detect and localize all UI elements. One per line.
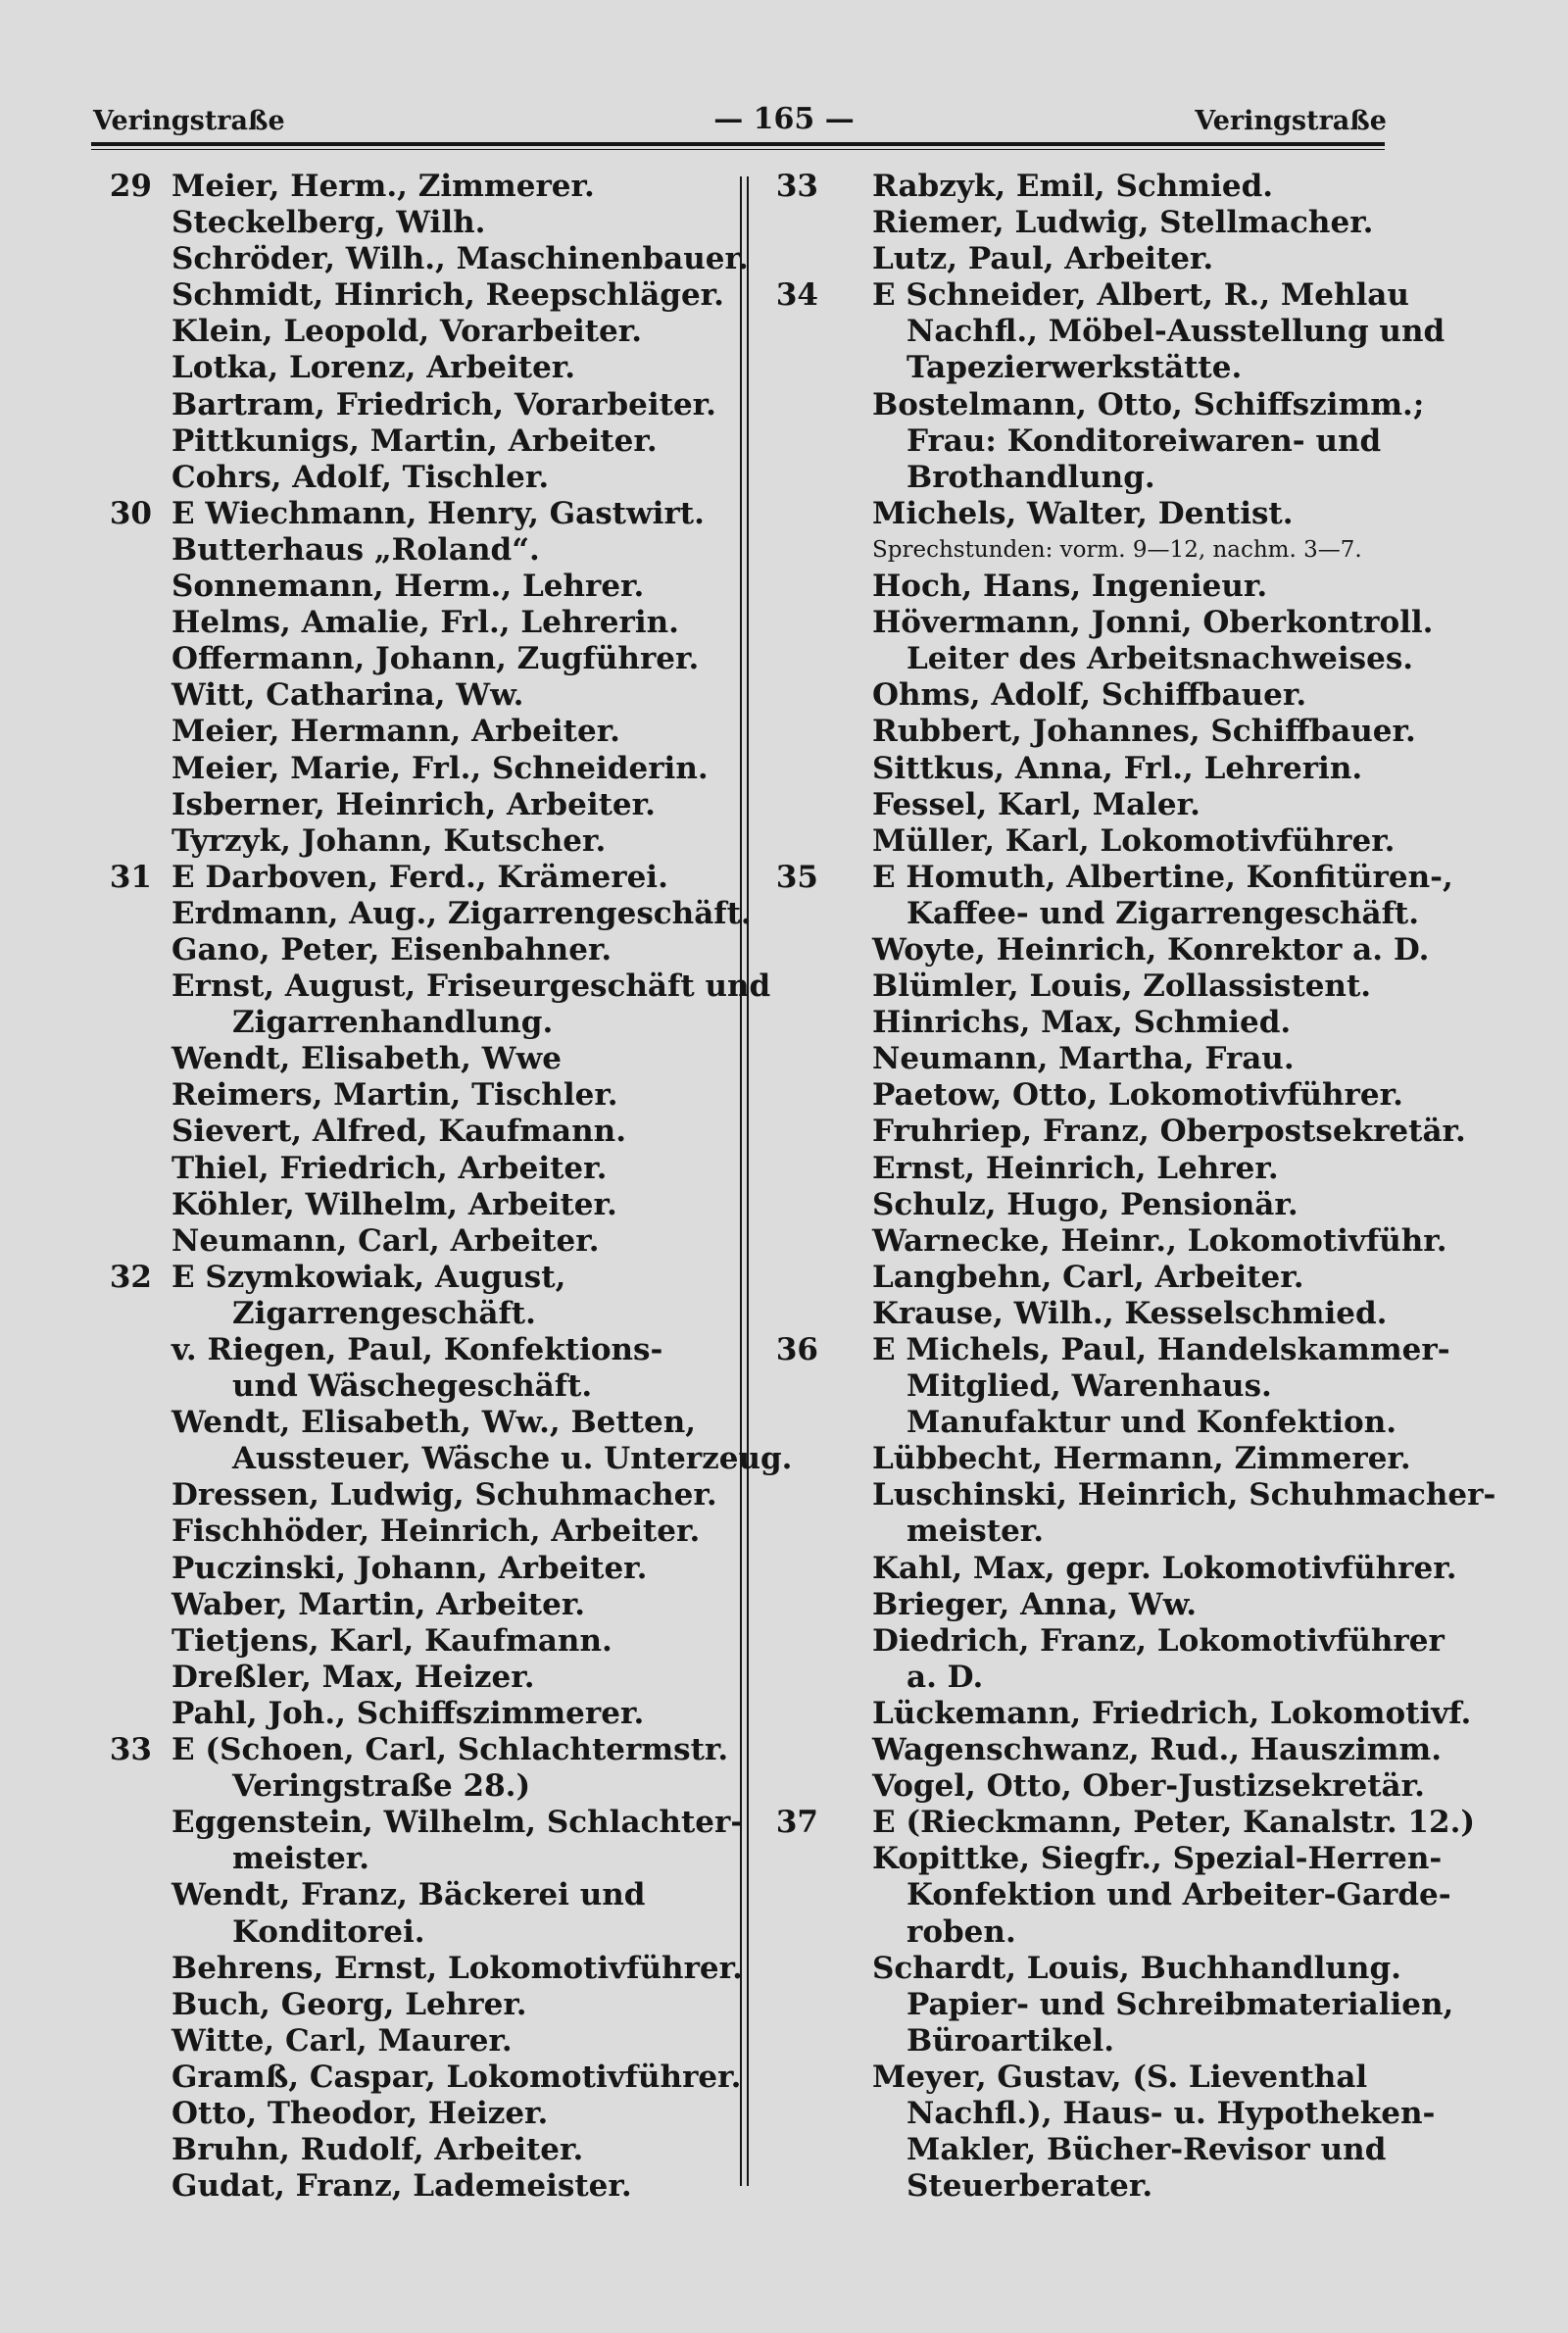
entry-text: Frau: Konditoreiwaren- und: [906, 422, 1382, 459]
directory-entry: [760, 859, 1453, 896]
entry-text: Hinrichs, Max, Schmied.: [872, 1005, 1292, 1041]
directory-entry: [93, 460, 730, 496]
directory-entry: [93, 677, 730, 714]
entry-text: Müller, Karl, Lokomotivführer.: [872, 822, 1396, 859]
entry-text: Gramß, Caspar, Lokomotivführer.: [172, 2059, 742, 2095]
entry-text: Witt, Catharina, Ww.: [172, 677, 524, 714]
entry-text: Papier- und Schreibmaterialien,: [906, 1986, 1454, 2022]
entry-text: Zigarrenhandlung.: [232, 1005, 554, 1041]
entry-text: Michels, Walter, Dentist.: [872, 495, 1294, 531]
entry-text: E (Rieckmann, Peter, Kanalstr. 12.): [872, 1805, 1476, 1841]
directory-entry: [93, 1223, 730, 1260]
directory-entry: [760, 1405, 1416, 1441]
entry-text: Thiel, Friedrich, Arbeiter.: [172, 1150, 608, 1186]
entry-text: Waber, Martin, Arbeiter.: [172, 1586, 586, 1622]
directory-entry: [93, 1877, 730, 1913]
entry-text: Klein, Leopold, Vorarbeiter.: [172, 314, 643, 350]
directory-entry: [760, 1695, 1472, 1732]
entry-text: E Schneider, Albert, R., Mehlau: [872, 277, 1409, 314]
entry-text: Brieger, Anna, Ww.: [872, 1586, 1198, 1622]
entry-text: meister.: [906, 1514, 1045, 1550]
directory-entry: [93, 787, 730, 823]
directory-entry: [93, 496, 730, 532]
entry-text: Dressen, Ludwig, Schuhmacher.: [172, 1477, 717, 1514]
entry-text: meister.: [232, 1841, 370, 1877]
entry-text: Offermann, Johann, Zugführer.: [172, 641, 700, 677]
entry-text: a. D.: [906, 1659, 984, 1695]
entry-text: Krause, Wilh., Kesselschmied.: [872, 1295, 1388, 1331]
entry-text: E (Schoen, Carl, Schlachtermstr.: [172, 1732, 729, 1768]
directory-entry: [93, 2132, 730, 2168]
entry-text: Ernst, Heinrich, Lehrer.: [872, 1150, 1279, 1186]
entry-text: Riemer, Ludwig, Stellmacher.: [872, 205, 1374, 241]
entry-text: Ohms, Adolf, Schiffbauer.: [872, 677, 1307, 714]
entry-text: Buch, Georg, Lehrer.: [172, 1986, 527, 2022]
house-number: 30: [109, 495, 152, 531]
entry-text: Erdmann, Aug., Zigarrengeschäft.: [172, 895, 752, 931]
entry-text: Fruhriep, Franz, Oberpostsekretär.: [872, 1114, 1466, 1150]
entry-text: Fischhöder, Heinrich, Arbeiter.: [172, 1514, 701, 1550]
entry-text: Tapezierwerkstätte.: [906, 350, 1243, 386]
directory-entry: [93, 1768, 730, 1805]
entry-text: Nachfl., Möbel-Ausstellung und: [906, 314, 1446, 350]
directory-entry: [760, 569, 1416, 605]
entry-text: Kahl, Max, gepr. Lokomotivführer.: [872, 1550, 1457, 1586]
directory-entry: [760, 460, 1416, 496]
directory-entry: [760, 1951, 1416, 1987]
directory-entry: [93, 932, 730, 968]
entry-text: Warnecke, Heinr., Lokomotivführ.: [872, 1222, 1447, 1259]
entry-text: Blümler, Louis, Zollassistent.: [872, 968, 1372, 1005]
directory-entry: [760, 787, 1416, 823]
house-number: 36: [775, 1332, 818, 1367]
directory-entry: [760, 931, 1430, 968]
directory-entry: [760, 532, 1416, 569]
directory-entry: [760, 605, 1434, 641]
directory-entry: [93, 1914, 730, 1951]
entry-text: und Wäschegeschäft.: [232, 1368, 593, 1405]
directory-entry: [93, 569, 730, 605]
entry-text: Brothandlung.: [906, 459, 1155, 495]
directory-entry: [93, 641, 730, 677]
entry-text: Konfektion und Arbeiter-Garde-: [906, 1877, 1451, 1913]
entry-text: Sievert, Alfred, Kaufmann.: [172, 1114, 627, 1150]
entry-text: Diedrich, Franz, Lokomotivführer: [872, 1622, 1445, 1659]
entry-text: Leiter des Arbeitsnachweises.: [906, 641, 1414, 677]
entry-text: Makler, Bücher-Revisor und: [906, 2132, 1387, 2168]
directory-entry: [93, 1805, 744, 1841]
entry-text: Bartram, Friedrich, Vorarbeiter.: [172, 386, 716, 422]
directory-entry: [760, 496, 1416, 532]
directory-entry: [93, 1950, 743, 1987]
entry-text: Tietjens, Karl, Kaufmann.: [172, 1622, 612, 1659]
entry-text: Gano, Peter, Eisenbahner.: [172, 931, 612, 968]
entry-text: Helms, Amalie, Frl., Lehrerin.: [172, 605, 679, 641]
directory-entry: [760, 1986, 1454, 2023]
directory-entry: [93, 2059, 742, 2096]
directory-entry: [93, 1551, 730, 1587]
directory-entry: [93, 1841, 730, 1877]
directory-entry: [760, 1296, 1416, 1332]
entry-text: Hövermann, Jonni, Oberkontroll.: [872, 605, 1434, 641]
right-column: [760, 169, 1496, 2205]
entry-text: Kopittke, Siegfr., Spezial-Herren-: [872, 1841, 1443, 1877]
entry-text: Wendt, Franz, Bäckerei und: [172, 1877, 646, 1913]
directory-entry: [760, 1660, 1416, 1696]
directory-entry: [93, 823, 730, 860]
entry-text: Reimers, Martin, Tischler.: [172, 1077, 618, 1114]
directory-entry: [93, 277, 730, 314]
directory-entry: [93, 714, 730, 750]
entry-text: Steuerberater.: [906, 2168, 1153, 2205]
running-head-left: Veringstraße: [93, 106, 285, 136]
entry-text: E Homuth, Albertine, Konfitüren-,: [872, 859, 1453, 895]
directory-entry: [760, 169, 1416, 205]
entry-text: Rubbert, Johannes, Schiffbauer.: [872, 714, 1416, 750]
entry-text: Bostelmann, Otto, Schiffszimm.;: [872, 386, 1425, 422]
entry-text: roben.: [906, 1913, 1016, 1950]
directory-entry: [760, 2023, 1416, 2060]
entry-text: Kaffee- und Zigarrengeschäft.: [906, 895, 1420, 931]
directory-entry: [760, 1114, 1466, 1150]
entry-text: E Darboven, Ferd., Krämerei.: [172, 859, 668, 895]
directory-entry: [93, 1660, 730, 1696]
house-number: 33: [775, 169, 818, 204]
directory-entry: [760, 677, 1416, 714]
entry-text: Vogel, Otto, Ober-Justizsekretär.: [872, 1768, 1425, 1805]
entry-text: Sprechstunden: vorm. 9—12, nachm. 3—7.: [872, 536, 1362, 563]
entry-text: Büroartikel.: [906, 2022, 1115, 2059]
directory-entry: [760, 1587, 1416, 1623]
entry-text: E Wiechmann, Henry, Gastwirt.: [172, 495, 705, 531]
entry-text: Neumann, Carl, Arbeiter.: [172, 1222, 600, 1259]
directory-entry: [93, 1187, 730, 1223]
directory-entry: [93, 1623, 730, 1660]
entry-text: Meier, Hermann, Arbeiter.: [172, 714, 620, 750]
entry-text: Schröder, Wilh., Maschinenbauer.: [172, 241, 749, 277]
directory-entry: [93, 1260, 730, 1296]
left-column: [93, 169, 793, 2205]
entry-text: Butterhaus „Roland“.: [172, 531, 540, 568]
entry-text: E Michels, Paul, Handelskammer-: [872, 1332, 1450, 1367]
directory-entry: [760, 1368, 1416, 1405]
column-divider: [747, 176, 749, 2186]
entry-text: Rabzyk, Emil, Schmied.: [872, 169, 1274, 204]
entry-text: Lutz, Paul, Arbeiter.: [872, 241, 1214, 277]
entry-text: v. Riegen, Paul, Konfektions-: [172, 1332, 663, 1367]
entry-text: Schulz, Hugo, Pensionär.: [872, 1186, 1298, 1222]
entry-text: Langbehn, Carl, Arbeiter.: [872, 1259, 1304, 1295]
header-rule: [91, 142, 1385, 146]
entry-text: Lotka, Lorenz, Arbeiter.: [172, 350, 576, 386]
directory-entry: [93, 387, 730, 423]
entry-text: Nachfl.), Haus- u. Hypotheken-: [906, 2095, 1436, 2131]
entry-text: Paetow, Otto, Lokomotivführer.: [872, 1077, 1403, 1114]
directory-entry: [93, 350, 730, 386]
directory-entry: [760, 714, 1416, 750]
directory-entry: [93, 241, 749, 277]
entry-text: Konditorei.: [232, 1913, 425, 1950]
directory-entry: [93, 1477, 730, 1514]
directory-entry: [760, 241, 1416, 277]
directory-entry: [93, 2023, 730, 2060]
directory-entry: [93, 1732, 730, 1768]
entry-text: Zigarrengeschäft.: [232, 1295, 536, 1331]
directory-entry: [760, 2132, 1416, 2168]
directory-entry: [760, 1260, 1416, 1296]
entry-text: Wagenschwanz, Rud., Hauszimm.: [872, 1732, 1443, 1768]
directory-entry: [760, 1877, 1451, 1913]
directory-entry: [93, 605, 730, 641]
directory-entry: [760, 1841, 1443, 1877]
directory-entry: [93, 1332, 730, 1368]
directory-entry: [760, 386, 1425, 423]
entry-text: Cohrs, Adolf, Tischler.: [172, 459, 550, 495]
directory-entry: [760, 314, 1446, 350]
directory-entry: [93, 1405, 730, 1441]
entry-text: Neumann, Martha, Frau.: [872, 1041, 1295, 1077]
entry-text: E Szymkowiak, August,: [172, 1259, 566, 1295]
entry-text: Manufaktur und Konfektion.: [906, 1405, 1397, 1441]
directory-entry: [760, 1332, 1450, 1368]
directory-entry: [760, 1622, 1445, 1660]
directory-entry: [760, 1550, 1457, 1587]
directory-entry: [760, 1732, 1443, 1768]
entry-text: Bruhn, Rudolf, Arbeiter.: [172, 2132, 584, 2168]
house-number: 37: [775, 1805, 818, 1841]
directory-entry: [760, 1222, 1447, 1260]
directory-entry: [760, 1768, 1425, 1805]
entry-text: Mitglied, Warenhaus.: [906, 1368, 1272, 1405]
directory-entry: [93, 1368, 730, 1405]
directory-entry: [760, 350, 1416, 386]
entry-text: Isberner, Heinrich, Arbeiter.: [172, 786, 656, 822]
entry-text: Puczinski, Johann, Arbeiter.: [172, 1550, 648, 1586]
directory-entry: [93, 751, 730, 787]
directory-entry: [760, 641, 1416, 677]
directory-entry: [760, 205, 1416, 241]
directory-entry: [93, 895, 752, 932]
entry-text: Behrens, Ernst, Lokomotivführer.: [172, 1950, 743, 1986]
entry-text: Schardt, Louis, Buchhandlung.: [872, 1950, 1401, 1986]
directory-entry: [93, 1114, 730, 1150]
directory-entry: [93, 1587, 730, 1623]
entry-text: Woyte, Heinrich, Konrektor a. D.: [872, 931, 1430, 968]
entry-text: Veringstraße 28.): [232, 1768, 531, 1805]
entry-text: Ernst, August, Friseurgeschäft und: [172, 968, 771, 1005]
directory-entry: [760, 895, 1420, 932]
directory-entry: [760, 2095, 1436, 2132]
directory-entry: [93, 2168, 730, 2205]
directory-entry: [93, 1296, 730, 1332]
entry-text: Gudat, Franz, Lademeister.: [172, 2168, 632, 2205]
directory-entry: [760, 1477, 1496, 1514]
directory-entry: [760, 423, 1416, 460]
entry-text: Sittkus, Anna, Frl., Lehrerin.: [872, 750, 1363, 786]
house-number: 33: [109, 1732, 152, 1768]
directory-entry: [760, 823, 1416, 860]
directory-entry: [93, 423, 730, 460]
directory-entry: [760, 1441, 1416, 1477]
entry-text: Meier, Herm., Zimmerer.: [172, 169, 595, 204]
directory-entry: [760, 1914, 1416, 1951]
directory-entry: [760, 2060, 1416, 2096]
header-rule-thin: [91, 149, 1385, 150]
directory-entry: [93, 314, 730, 350]
entry-text: Otto, Theodor, Heizer.: [172, 2095, 549, 2131]
house-number: 31: [109, 859, 152, 895]
directory-entry: [93, 2096, 730, 2132]
directory-entry: [760, 1805, 1476, 1841]
directory-entry: [93, 1041, 730, 1077]
entry-text: Tyrzyk, Johann, Kutscher.: [172, 822, 607, 859]
entry-text: Wendt, Elisabeth, Ww., Betten,: [172, 1405, 697, 1441]
directory-entry: [760, 1187, 1416, 1223]
house-number: 32: [109, 1259, 152, 1295]
entry-text: Dreßler, Max, Heizer.: [172, 1659, 535, 1695]
entry-text: Hoch, Hans, Ingenieur.: [872, 569, 1268, 605]
directory-entry: [760, 1514, 1416, 1550]
directory-entry: [93, 169, 730, 205]
directory-entry: [93, 205, 730, 241]
directory-entry: [93, 1987, 730, 2023]
entry-text: Lückemann, Friedrich, Lokomotivf.: [872, 1695, 1472, 1731]
directory-entry: [93, 1077, 730, 1114]
house-number: 34: [775, 277, 818, 314]
entry-text: Aussteuer, Wäsche u. Unterzeug.: [232, 1441, 793, 1477]
directory-entry: [93, 968, 771, 1005]
entry-text: Köhler, Wilhelm, Arbeiter.: [172, 1186, 617, 1222]
directory-entry: [93, 1005, 730, 1041]
directory-entry: [760, 968, 1416, 1005]
running-head-right: Veringstraße: [1195, 106, 1387, 136]
entry-text: Pittkunigs, Martin, Arbeiter.: [172, 422, 658, 459]
entry-text: Pahl, Joh., Schiffszimmerer.: [172, 1695, 645, 1731]
entry-text: Schmidt, Hinrich, Reepschläger.: [172, 277, 724, 314]
directory-entry: [93, 860, 730, 896]
entry-text: Meyer, Gustav, (S. Lieventhal: [872, 2059, 1368, 2095]
entry-text: Witte, Carl, Maurer.: [172, 2022, 513, 2059]
entry-text: Lübbecht, Hermann, Zimmerer.: [872, 1441, 1411, 1477]
directory-entry: [93, 532, 730, 569]
directory-entry: [760, 1005, 1416, 1041]
directory-entry: [760, 2168, 1416, 2205]
entry-text: Wendt, Elisabeth, Wwe: [172, 1041, 562, 1077]
column-divider: [740, 176, 742, 2186]
directory-entry: [760, 751, 1416, 787]
entry-text: Steckelberg, Wilh.: [172, 205, 486, 241]
entry-text: Sonnemann, Herm., Lehrer.: [172, 569, 645, 605]
house-number: 35: [775, 859, 818, 895]
directory-entry: [760, 277, 1416, 314]
entry-text: Fessel, Karl, Maler.: [872, 786, 1200, 822]
directory-entry: [93, 1151, 730, 1187]
directory-entry: [760, 1041, 1416, 1077]
directory-entry: [93, 1696, 730, 1732]
entry-text: Eggenstein, Wilhelm, Schlachter-: [172, 1805, 744, 1841]
entry-text: Meier, Marie, Frl., Schneiderin.: [172, 750, 709, 786]
directory-entry: [760, 1151, 1416, 1187]
directory-entry: [93, 1514, 730, 1550]
page-number: — 165 —: [713, 102, 855, 136]
directory-entry: [760, 1077, 1416, 1114]
house-number: 29: [109, 169, 152, 204]
entry-text: Luschinski, Heinrich, Schuhmacher-: [872, 1477, 1496, 1514]
directory-entry: [93, 1441, 793, 1477]
